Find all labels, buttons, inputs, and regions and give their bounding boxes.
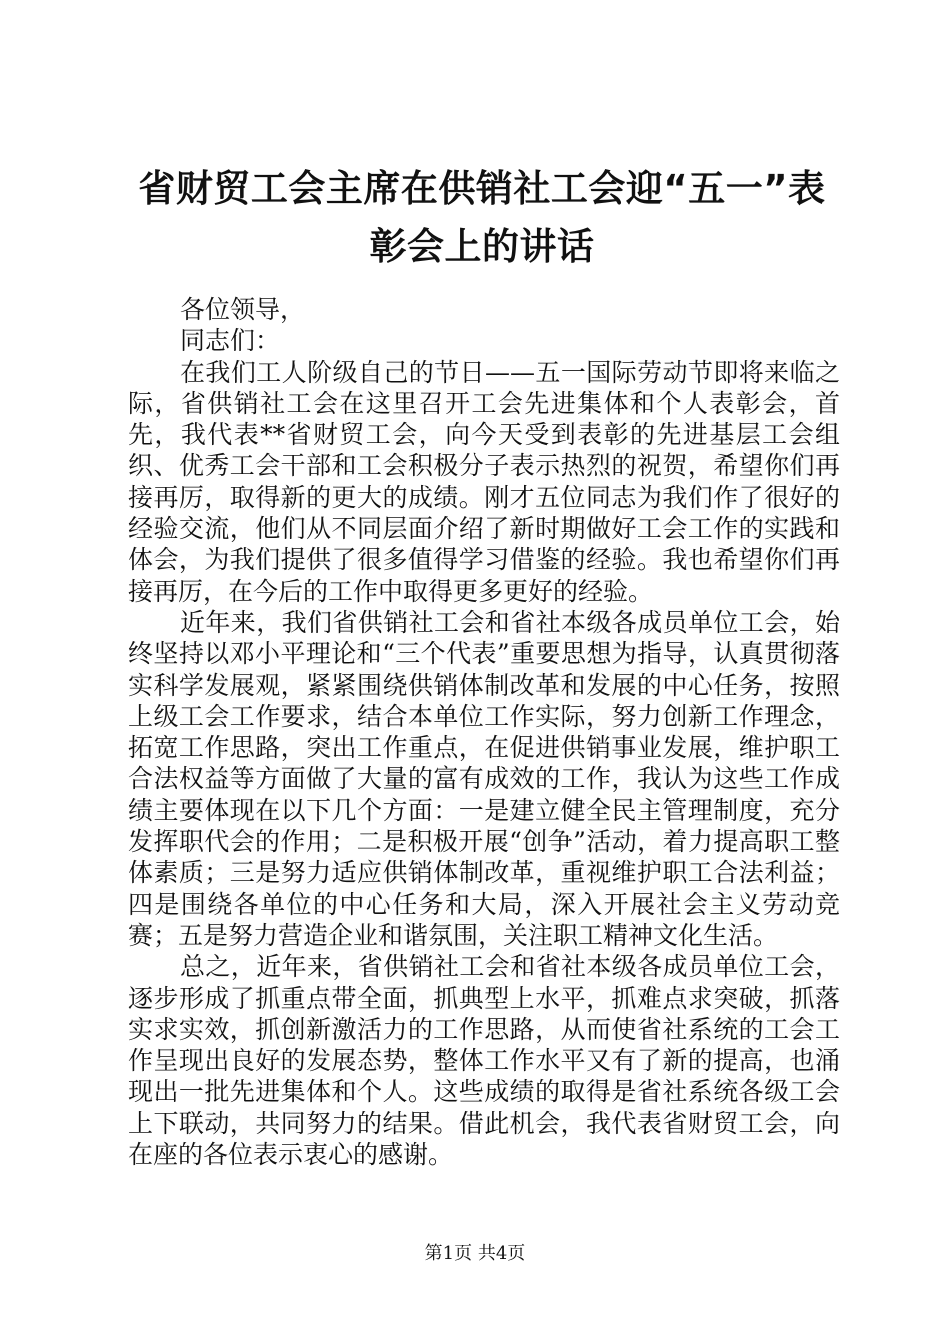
paragraph-3: 总之，近年来，省供销社工会和省社本级各成员单位工会，逐步形成了抓重点带全面，抓典型上水平，抓难点求突破，抓落实求实效，抓创新激活力的工作思路，从而使省社系统的工会工作呈现出良好的发展态势，整体工作水平又有了新的提高，也涌现出一批先进集体和个人。这些成绩的取得是省社系统各级工会上下联动，共同努力的结果。借此机会，我代表省财贸工会，向在座的各位表示衷心的感谢。	[128, 952, 840, 1170]
salutation-leaders: 各位领导，	[180, 295, 306, 324]
paragraph-2: 近年来，我们省供销社工会和省社本级各成员单位工会，始终坚持以邓小平理论和“三个代表”重要思想为指导，认真贯彻落实科学发展观，紧紧围绕供销体制改革和发展的中心任务，按照上级工会工作要求，结合本单位工作实际，努力创新工作理念，拓宽工作思路，突出工作重点，在促进供销事业发展，维护职工合法权益等方面做了大量的富有成效的工作，我认为这些工作成绩主要体现在以下几个方面：一是建立健全民主管理制度，充分发挥职代会的作用；二是积极开展“创争”活动，着力提高职工整体素质；三是努力适应供销体制改革，重视维护职工合法利益；四是围绕各单位的中心任务和大局，深入开展社会主义劳动竞赛；五是努力营造企业和谐氛围，关注职工精神文化生活。	[128, 607, 840, 950]
salutation-comrades: 同志们：	[180, 326, 281, 356]
paragraph-1: 在我们工人阶级自己的节日——五一国际劳动节即将来临之际，省供销社工会在这里召开工会先进集体和个人表彰会，首先，我代表**省财贸工会，向今天受到表彰的先进基层工会组织、优秀工会干部和工会积极分子表示热烈的祝贺，希望你们再接再厉，取得新的更大的成绩。刚才五位同志为我们作了很好的经验交流，他们从不同层面介绍了新时期做好工会工作的实践和体会，为我们提供了很多值得学习借鉴的经验。我也希望你们再接再厉，在今后的工作中取得更多更好的经验。	[128, 357, 840, 606]
page-number-footer: 第1页 共4页	[424, 1243, 526, 1264]
document-body	[128, 294, 840, 1170]
document-title: 省财贸工会主席在供销社工会迎“五一”表彰会上的讲话	[138, 167, 826, 268]
